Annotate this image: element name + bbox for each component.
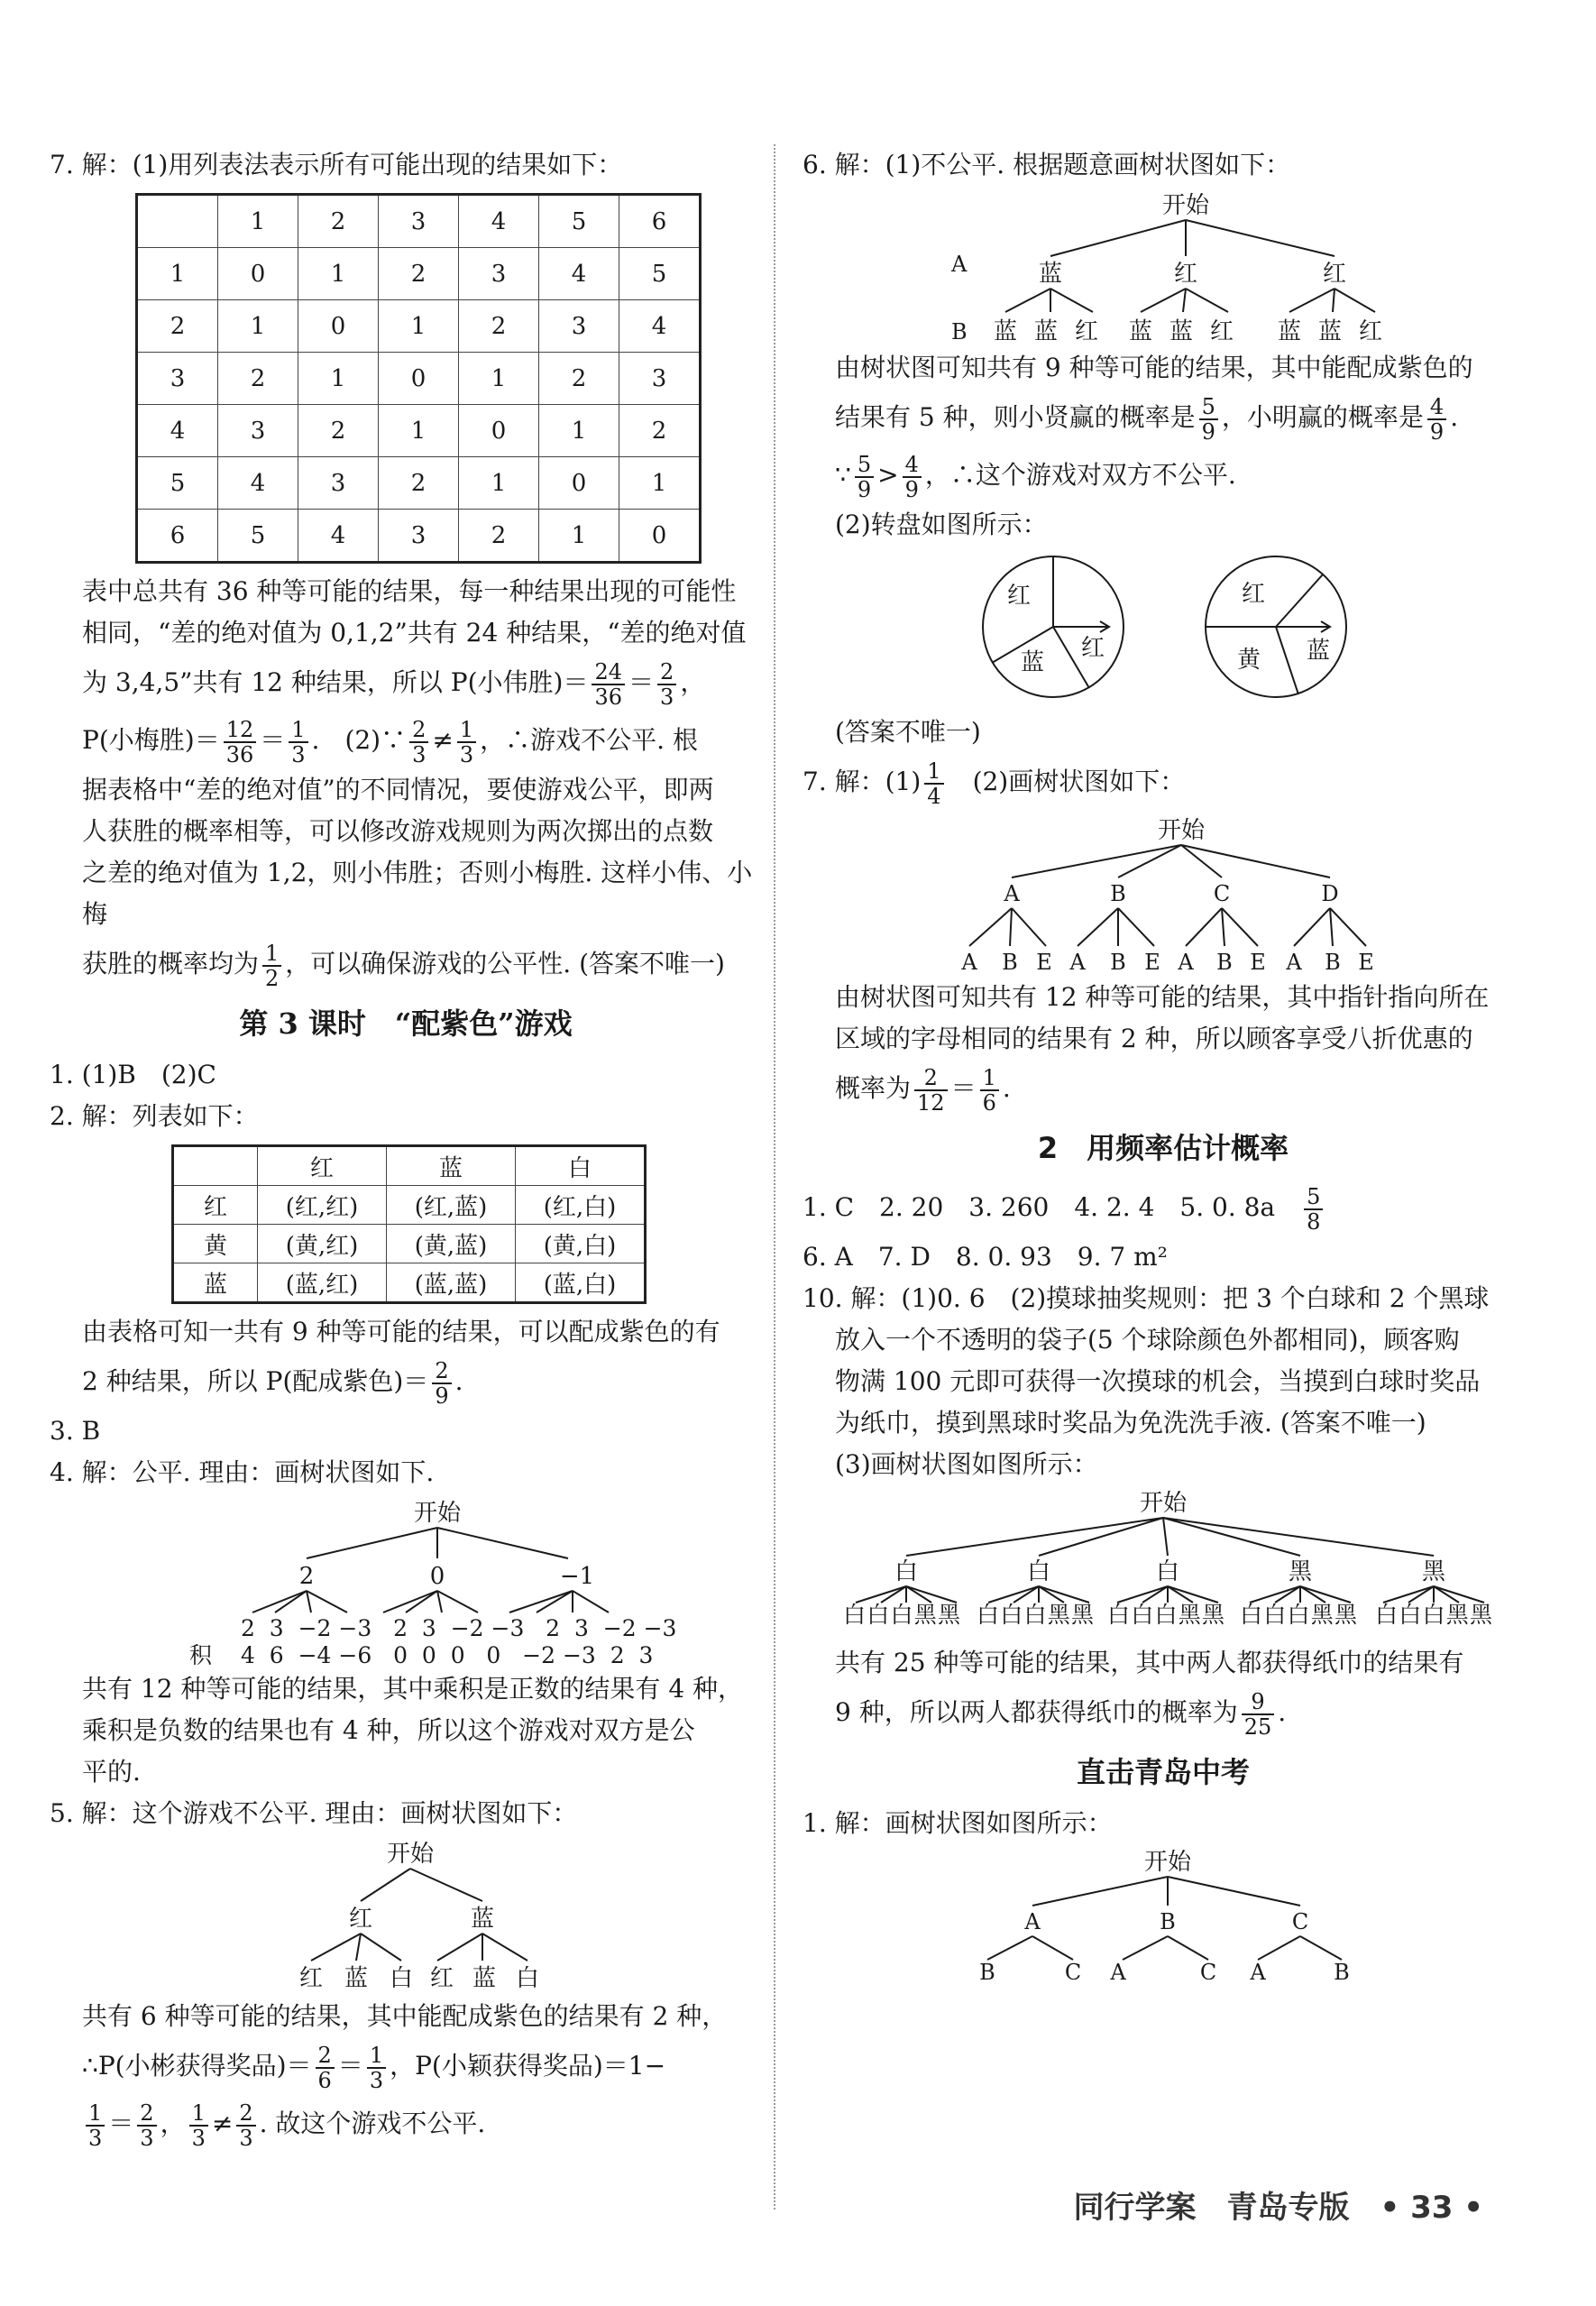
table-cell: 1 — [298, 353, 379, 405]
table-cell: 黄 — [173, 1225, 258, 1263]
tree-root: 开始 — [1161, 192, 1210, 219]
tree-node: C — [1291, 1909, 1309, 1934]
tree-leaf: 蓝 — [1317, 318, 1343, 344]
text-line: 获胜的概率均为 $\frac{1}{2}$ ，可以确保游戏的公平性. (答案不唯一) — [82, 940, 725, 991]
tree-leaf: A — [1110, 1960, 1126, 1980]
table-cell: 1 — [539, 510, 619, 563]
spinner-2 — [1206, 556, 1346, 697]
tree-branch — [1434, 1586, 1484, 1603]
tree-leaf: E — [1250, 950, 1266, 973]
tree-branch — [906, 1586, 931, 1603]
tree-leaf: A — [1178, 950, 1194, 973]
exam-title: 直击青岛中考 — [1076, 1755, 1250, 1789]
table-cell: 2 — [298, 195, 379, 248]
tree-node: −1 — [559, 1563, 595, 1590]
table-cell: 4 — [459, 195, 539, 248]
tree-branch — [1300, 1586, 1351, 1603]
fraction: $\frac{1}{3}$ — [457, 718, 476, 767]
tree-leaf: C — [1199, 1960, 1217, 1980]
right-column — [803, 144, 1524, 1983]
tree-leaf: A — [1069, 950, 1086, 973]
q2-intro: 2. 解：列表如下： — [50, 1101, 259, 1131]
tree-node: D — [1321, 881, 1339, 906]
table-row — [137, 248, 701, 300]
tree-leaf: 蓝 — [472, 1965, 497, 1992]
row-label-a: A — [951, 252, 968, 277]
tree-leaf: E — [1358, 950, 1374, 973]
table-cell — [137, 195, 218, 248]
table-cell: 蓝 — [173, 1263, 258, 1303]
table-cell: 4 — [619, 300, 701, 353]
text-line: 共有 25 种等可能的结果，其中两人都获得纸巾的结果有 — [835, 1648, 1464, 1677]
tree-branch — [1383, 1586, 1434, 1603]
table-cell: 1 — [298, 248, 379, 300]
table-cell: 3 — [298, 457, 379, 510]
spinner-sector: 黄 — [1236, 647, 1261, 674]
tree-leaf: B — [1216, 950, 1233, 973]
table-row — [137, 353, 701, 405]
tree-leaf: A — [961, 950, 977, 973]
tree-leaf: A — [1286, 950, 1302, 973]
table-cell: 1 — [619, 457, 701, 510]
tree-leaf: 白 — [389, 1965, 414, 1992]
tree-leaves: 白白白黑黑 — [1107, 1602, 1225, 1628]
fraction: $\frac{2}{3}$ — [137, 2101, 156, 2150]
table-cell: 0 — [539, 457, 619, 510]
tree-leaves: 白白白黑黑 — [977, 1602, 1094, 1628]
tree-leaves: 白白白黑黑 — [1375, 1602, 1492, 1628]
text-line: 2 种结果，所以 P(配成紫色)＝ $\frac{2}{9}$ . — [82, 1357, 463, 1409]
left-column — [50, 144, 762, 2153]
text-line: 9 种，所以两人都获得纸巾的概率为 $\frac{9}{25}$ . — [835, 1688, 1287, 1740]
text-line: 之差的绝对值为 1,2，则小伟胜；否则小梅胜. 这样小伟、小梅 — [82, 858, 753, 929]
table-cell: 1 — [218, 195, 298, 248]
tree-leaf: 蓝 — [1169, 318, 1194, 344]
text-line: (答案不唯一) — [835, 717, 981, 747]
tree-branch — [906, 1586, 957, 1603]
table-header-row — [173, 1146, 646, 1186]
tree-leaf: 蓝 — [1277, 318, 1302, 344]
tree-node: 黑 — [1288, 1558, 1313, 1585]
table-cell: 白 — [516, 1146, 646, 1186]
tree-leaf: C — [1064, 1960, 1082, 1980]
table-cell: (红,白) — [516, 1186, 646, 1225]
section-title: 2 用频率估计概率 — [1037, 1131, 1289, 1165]
tree-node: 白 — [894, 1558, 919, 1585]
tree-root: 开始 — [386, 1841, 435, 1868]
table-cell: 红 — [258, 1146, 387, 1186]
table-cell: 3 — [379, 510, 459, 563]
table-cell: 2 — [459, 510, 539, 563]
answers-line-2: 6. A 7. D 8. 0. 93 9. 7 m² — [803, 1242, 1168, 1272]
table-cell: 6 — [619, 195, 701, 248]
text-line: (2)转盘如图所示： — [835, 510, 1048, 539]
tree-branch — [1039, 1586, 1089, 1603]
fraction: $\frac{2}{6}$ — [316, 2044, 335, 2092]
tree-branch — [988, 1586, 1039, 1603]
fraction: $\frac{1}{3}$ — [289, 718, 307, 767]
q6-intro: 6. 解：(1)不公平. 根据题意画树状图如下： — [803, 150, 1291, 179]
tree-leaf: 红 — [429, 1965, 454, 1992]
text-line: 概率为 $\frac{2}{12}$ ＝ $\frac{1}{6}$ . — [835, 1064, 1011, 1116]
tree-root: 开始 — [413, 1500, 462, 1527]
tree-leaf: E — [1144, 950, 1160, 973]
tree-node: A — [1024, 1909, 1041, 1934]
tree-root: 开始 — [1139, 1490, 1188, 1517]
q5-intro: 5. 解：这个游戏不公平. 理由：画树状图如下： — [50, 1798, 578, 1828]
tree-branch — [1250, 1586, 1300, 1603]
tree-leaf: 蓝 — [1033, 318, 1059, 344]
tree-branch — [856, 1586, 906, 1603]
q1-answer: 1. (1)B (2)C — [50, 1060, 216, 1089]
tree-leaf: B — [979, 1960, 995, 1980]
tree-node: 白 — [1155, 1558, 1180, 1585]
spinner-sector: 红 — [1006, 583, 1032, 610]
text-line: 据表格中“差的绝对值”的不同情况，要使游戏公平，即两 — [82, 775, 714, 804]
tree-node: 0 — [429, 1563, 445, 1590]
fraction: $\frac{5}{8}$ — [1304, 1185, 1323, 1234]
spinner-sector: 蓝 — [1306, 638, 1331, 665]
tree-node: 红 — [348, 1906, 373, 1933]
text-line: P(小梅胜)＝ $\frac{12}{36}$ ＝ $\frac{1}{3}$ . (2)∵ $\frac{2}{3}$ ≠ $\frac{1}{3}$ ，∴游戏不公平. 根 — [82, 716, 698, 767]
tree-leaf: B — [1325, 950, 1341, 973]
table-cell: 1 — [379, 405, 459, 457]
tree-branch — [1275, 1586, 1300, 1603]
q4-intro: 4. 解：公平. 理由：画树状图如下. — [50, 1457, 435, 1487]
table-cell: 2 — [379, 457, 459, 510]
q7-intro: 7. 解：(1)用列表法表示所有可能出现的结果如下： — [50, 150, 623, 179]
table-row — [137, 510, 701, 563]
table-cell — [173, 1146, 258, 1186]
page-footer: 同行学案 青岛专版 • 33 • — [1073, 2190, 1483, 2226]
spinner-diagrams — [803, 546, 1524, 708]
table-cell: 5 — [218, 510, 298, 563]
text-line: 乘积是负数的结果也有 4 种，所以这个游戏对双方是公 — [82, 1715, 695, 1745]
text-line: 物满 100 元即可获得一次摸球的机会，当摸到白球时奖品 — [835, 1366, 1481, 1396]
spinner-sector: 红 — [1080, 635, 1105, 662]
fraction: $\frac{1}{2}$ — [262, 942, 281, 990]
table-cell: 5 — [137, 457, 218, 510]
q7-tree-diagram — [803, 811, 1524, 973]
product-label: 积 — [189, 1642, 213, 1665]
tree-products: 4 6 −4 −6 0 0 0 0 −2 −3 2 3 — [241, 1642, 654, 1665]
tree-branch — [881, 1586, 906, 1603]
tree-leaves: 2 3 −2 −3 2 3 −2 −3 2 3 −2 −3 — [241, 1615, 677, 1641]
tree-branch — [1168, 1586, 1193, 1603]
tree-branch — [1408, 1586, 1434, 1603]
tree-node: 红 — [1173, 261, 1198, 288]
table-cell: 4 — [137, 405, 218, 457]
q5-tree-diagram — [50, 1834, 762, 1992]
tree-branch — [1142, 1586, 1168, 1603]
text-line: ∴P(小彬获得奖品)＝ $\frac{2}{6}$ ＝ $\frac{1}{3}$ ，P(小颖获得奖品)＝1− — [82, 2042, 666, 2093]
q3-answer: 3. B — [50, 1416, 101, 1446]
tree-node: 蓝 — [1038, 261, 1063, 288]
table-cell: 5 — [619, 248, 701, 300]
table-row — [173, 1186, 646, 1225]
fraction: $\frac{5}{9}$ — [1199, 395, 1218, 444]
tree-leaf: 白 — [515, 1965, 540, 1992]
table-cell: 0 — [619, 510, 701, 563]
table-cell: (红,红) — [258, 1186, 387, 1225]
table-cell: 3 — [459, 248, 539, 300]
text-line: 表中总共有 36 种等可能的结果，每一种结果出现的可能性 — [82, 576, 737, 606]
text-line: 结果有 5 种，则小贤赢的概率是 $\frac{5}{9}$ ，小明赢的概率是 $\frac{4}{9}$ . — [835, 393, 1459, 445]
table-row — [137, 457, 701, 510]
table-cell: 1 — [459, 457, 539, 510]
text-line: $\frac{1}{3}$ ＝ $\frac{2}{3}$ ， $\frac{1}{3}$ ≠ $\frac{2}{3}$ . 故这个游戏不公平. — [50, 2095, 762, 2153]
spinner-sector: 红 — [1241, 581, 1266, 608]
text-line: 区域的字母相同的结果有 2 种，所以顾客享受八折优惠的 — [835, 1024, 1473, 1053]
table-cell: 2 — [459, 300, 539, 353]
fraction: $\frac{5}{9}$ — [855, 453, 874, 501]
table-cell: 4 — [539, 248, 619, 300]
tree-leaves: 白白白黑黑 — [1240, 1602, 1357, 1628]
fraction: $\frac{1}{3}$ — [367, 2044, 386, 2092]
tree-node: 白 — [1026, 1558, 1051, 1585]
table-cell: 4 — [298, 510, 379, 563]
text-line: 相同，“差的绝对值为 0,1,2”共有 24 种结果，“差的绝对值 — [82, 618, 747, 648]
q6-tree-diagram — [803, 186, 1524, 344]
table-cell: (蓝,白) — [516, 1263, 646, 1303]
table-cell: 3 — [619, 353, 701, 405]
table-row — [173, 1225, 646, 1263]
table-cell: 3 — [379, 195, 459, 248]
table-cell: 1 — [539, 405, 619, 457]
tree-branch — [1300, 1586, 1325, 1603]
fraction: $\frac{1}{3}$ — [86, 2101, 105, 2150]
table-cell: 2 — [619, 405, 701, 457]
table-cell: 5 — [539, 195, 619, 248]
table-cell: 1 — [379, 300, 459, 353]
table-cell: 3 — [137, 353, 218, 405]
fraction: $\frac{9}{25}$ — [1242, 1690, 1275, 1739]
tree-leaf: B — [1002, 950, 1018, 973]
table-cell: (黄,红) — [258, 1225, 387, 1263]
fraction: $\frac{2}{9}$ — [432, 1359, 451, 1408]
fraction: $\frac{2}{3}$ — [657, 660, 676, 709]
table-cell: 2 — [137, 300, 218, 353]
table-cell: (黄,白) — [516, 1225, 646, 1263]
q10-tree-diagram — [803, 1485, 1524, 1639]
table-row — [137, 405, 701, 457]
tree-leaf: B — [1110, 950, 1126, 973]
text-line: 人获胜的概率相等，可以修改游戏规则为两次掷出的点数 — [82, 816, 714, 846]
fraction: $\frac{1}{6}$ — [980, 1066, 999, 1115]
text-line: 为 3,4,5”共有 12 种结果，所以 P(小伟胜)＝ $\frac{24}{36}$ ＝ $\frac{2}{3}$ ， — [82, 658, 706, 710]
difference-table — [135, 193, 702, 564]
tree-node: C — [1213, 881, 1231, 906]
table-cell: 3 — [218, 405, 298, 457]
table-cell: 6 — [137, 510, 218, 563]
text-line: 由树状图可知共有 12 种等可能的结果，其中指针指向所在 — [835, 982, 1490, 1012]
tree-root: 开始 — [1157, 817, 1206, 844]
table-cell: 1 — [218, 300, 298, 353]
row-label-b: B — [951, 319, 968, 344]
table-cell: 4 — [218, 457, 298, 510]
tree-branch — [1168, 1586, 1218, 1603]
fraction: $\frac{4}{9}$ — [903, 453, 922, 501]
table-cell: 2 — [379, 248, 459, 300]
table-cell: (红,蓝) — [387, 1186, 516, 1225]
tree-node: B — [1110, 881, 1126, 906]
text-line: 放入一个不透明的袋子(5 个球除颜色外都相同)，顾客购 — [835, 1325, 1460, 1355]
table-cell: 3 — [539, 300, 619, 353]
tree-branches — [856, 1586, 1484, 1603]
tree-leaf: B — [1334, 1960, 1350, 1980]
fraction: $\frac{24}{36}$ — [592, 660, 625, 709]
color-table — [171, 1144, 647, 1304]
tree-branch — [1014, 1586, 1039, 1603]
tree-branch — [1117, 1586, 1168, 1603]
tree-leaf: 红 — [1358, 318, 1383, 344]
text-line: (3)画树状图如图所示： — [835, 1449, 1098, 1479]
tree-node: B — [1160, 1909, 1176, 1934]
text-line: ∵ $\frac{5}{9}$ > $\frac{4}{9}$ ，∴这个游戏对双方不公平. — [835, 451, 1236, 502]
table-cell: (蓝,蓝) — [387, 1263, 516, 1303]
spinner-sector: 蓝 — [1020, 649, 1045, 676]
tree-node: 蓝 — [470, 1906, 495, 1933]
tree-branch — [1434, 1586, 1459, 1603]
e1-intro: 1. 解：画树状图如图所示： — [803, 1808, 1113, 1838]
tree-leaf: A — [1250, 1960, 1266, 1980]
text-line: 为纸巾，摸到黑球时奖品为免洗洗手液. (答案不唯一) — [835, 1408, 1426, 1438]
lesson-title: 第 3 课时 “配紫色”游戏 — [239, 1006, 573, 1041]
table-cell: 2 — [539, 353, 619, 405]
text-line: 由表格可知一共有 9 种等可能的结果，可以配成紫色的有 — [82, 1317, 720, 1346]
table-cell: 1 — [459, 353, 539, 405]
fraction: $\frac{2}{3}$ — [236, 2101, 255, 2150]
tree-leaf: 蓝 — [993, 318, 1018, 344]
fraction: $\frac{2}{3}$ — [409, 718, 428, 767]
fraction: $\frac{2}{12}$ — [914, 1066, 948, 1115]
fraction: $\frac{1}{4}$ — [924, 759, 943, 808]
tree-branch — [1039, 1586, 1064, 1603]
table-row — [137, 300, 701, 353]
tree-leaf: E — [1036, 950, 1052, 973]
table-cell: 2 — [218, 353, 298, 405]
table-cell: (蓝,红) — [258, 1263, 387, 1303]
fraction: $\frac{12}{36}$ — [224, 718, 257, 767]
table-cell: 0 — [459, 405, 539, 457]
q10-line: 10. 解：(1)0. 6 (2)摸球抽奖规则：把 3 个白球和 2 个黑球 — [803, 1283, 1490, 1313]
answers-line-1: 1. C 2. 20 3. 260 4. 2. 4 5. 0. 8a $\frac{5}{8}$ — [803, 1179, 1524, 1236]
table-header-row — [137, 195, 701, 248]
tree-node: 黑 — [1421, 1558, 1446, 1585]
table-cell: 0 — [298, 300, 379, 353]
tree-leaf: 红 — [298, 1965, 324, 1992]
table-cell: 1 — [137, 248, 218, 300]
fraction: $\frac{1}{3}$ — [189, 2101, 208, 2150]
table-cell: (黄,蓝) — [387, 1225, 516, 1263]
column-divider — [774, 144, 775, 2210]
table-cell: 2 — [298, 405, 379, 457]
table-cell: 蓝 — [387, 1146, 516, 1186]
spinner-1 — [983, 556, 1124, 697]
table-cell: 0 — [379, 353, 459, 405]
tree-node: 2 — [298, 1563, 315, 1590]
fraction: $\frac{4}{9}$ — [1427, 395, 1446, 444]
table-cell: 红 — [173, 1186, 258, 1225]
tree-node: 红 — [1322, 261, 1347, 288]
table-cell: 0 — [218, 248, 298, 300]
tree-leaf: 红 — [1074, 318, 1099, 344]
tree-node: A — [1004, 881, 1020, 906]
text-line: 由树状图可知共有 9 种等可能的结果，其中能配成紫色的 — [835, 353, 1473, 382]
tree-leaves: 白白白黑黑 — [843, 1602, 960, 1628]
tree-leaf: 红 — [1209, 318, 1234, 344]
q7-answer: 7. 解：(1) $\frac{1}{4}$ (2)画树状图如下： — [803, 758, 1186, 809]
e1-tree-diagram — [803, 1844, 1524, 1980]
tree-leaf: 蓝 — [1128, 318, 1153, 344]
text-line: 平的. — [82, 1757, 141, 1787]
table-row — [173, 1263, 646, 1303]
tree-root: 开始 — [1143, 1849, 1192, 1876]
q4-tree-diagram — [50, 1493, 762, 1665]
tree-leaf: 蓝 — [344, 1965, 369, 1992]
text-line: 共有 6 种等可能的结果，其中能配成紫色的结果有 2 种， — [82, 2001, 728, 2031]
text-line: 共有 12 种等可能的结果，其中乘积是正数的结果有 4 种， — [82, 1674, 744, 1704]
